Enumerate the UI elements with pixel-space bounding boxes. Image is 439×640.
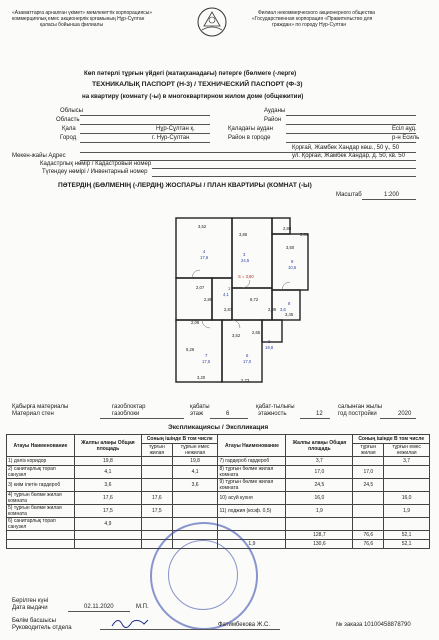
walls-value-ru: газоблоки [112, 411, 140, 417]
header-cell: Жалпы алаңы Общая площадь [74, 435, 141, 457]
explication-header-row [7, 435, 430, 444]
table-cell: 3) киім ілетін гардероб [7, 479, 75, 492]
head-name: Фатимбекова Ж.С. [218, 622, 270, 628]
table-cell [141, 518, 172, 531]
value-address-kz: Қорғай, Жамбек Хандар көш., 50 у., 50 [292, 145, 400, 151]
built-value: 2020 [398, 411, 412, 417]
walls-value-kz: газоблоктар [112, 404, 146, 410]
issued-label-kz: Берілген күні [12, 598, 49, 604]
table-cell: 17,6 [74, 492, 141, 505]
table-cell [172, 505, 218, 518]
label-kala: Қала [62, 126, 76, 132]
left-org-line-1: «Азаматтарға арналған үкімет» мемлекеттік корпорациясы» [12, 10, 153, 16]
table-row [7, 457, 430, 466]
label-kadastr: Кадастрлық нөмір / Кадастровый номер [40, 161, 152, 167]
label-oblast: Область [56, 117, 80, 123]
mp-label: М.П. [136, 604, 149, 610]
plan-room-label: 1 [228, 286, 231, 291]
header-cell: Соның ішінде В том числе [141, 435, 218, 444]
plan-title: ПӘТЕРДІҢ (БӨЛМЕНІҢ (-ЛЕРДІҢ) ЖОСПАРЫ / ПЛАН КВАРТИРЫ (КОМНАТ (-Ы) [58, 182, 312, 189]
head-label-ru: Руководитель отдела [12, 625, 72, 631]
table-cell: 4,1 [172, 466, 218, 479]
table-cell: 1) дәліз коридор [7, 457, 75, 466]
table-cell: 17,0 [353, 466, 384, 479]
totals-cell: 1,9 [218, 540, 286, 549]
plan-dim: 2,89 [268, 307, 277, 312]
totals-cell [74, 540, 141, 549]
table-cell [353, 518, 384, 531]
scale-value: 1:200 [384, 192, 400, 198]
label-oblys: Облысы [60, 108, 83, 114]
plan-room-label: 7 [205, 353, 208, 358]
emblem-left-icon [196, 6, 228, 38]
totals-cell [7, 540, 75, 549]
floors-label-kz: қабат-тылығы [256, 404, 295, 410]
plan-dim: 3,52 [198, 224, 207, 229]
plan-room-label: 8 [288, 301, 291, 306]
table-cell: 3,6 [74, 479, 141, 492]
plan-room-label: S = 3,60 [238, 274, 254, 279]
left-org-line-2: коммерциялық емес акционерлік қоғамының Нұр-Сұлтан [12, 16, 145, 22]
plan-room-label: 4 [203, 249, 206, 254]
plan-room-label: 17,6 [200, 255, 209, 260]
floor-label-ru: этаж [190, 411, 203, 417]
totals-cell: 130,6 [286, 540, 353, 549]
signature-icon [110, 614, 150, 630]
table-cell: 24,5 [353, 479, 384, 492]
floors-value: 12 [316, 411, 323, 417]
table-cell: 11) лоджия (коэф. 0,5) [218, 505, 286, 518]
floor-plan [172, 214, 312, 386]
table-cell: 19,8 [172, 457, 218, 466]
label-mekenjai: Мекен-жайы Адрес [12, 153, 66, 159]
table-cell: 10) асүй кухня [218, 492, 286, 505]
issued-label-ru: Дата выдачи [12, 605, 48, 611]
built-label-ru: год постройки [338, 411, 377, 417]
floor-value: 6 [226, 411, 230, 417]
table-cell: 17,0 [286, 466, 353, 479]
table-cell [141, 479, 172, 492]
seal-inner [168, 540, 238, 610]
table-cell [384, 479, 430, 492]
label-gorod: Город [60, 135, 77, 141]
table-cell: 3,6 [172, 479, 218, 492]
totals-cell [7, 531, 75, 540]
label-kaladagy: Қаладағы аудан [228, 126, 273, 132]
label-audany: Ауданы [264, 108, 286, 114]
plan-dim: 2,86 [204, 297, 213, 302]
table-cell: 7) гардероб гардероб [218, 457, 286, 466]
table-cell: 1,9 [286, 505, 353, 518]
table-cell: 16,0 [384, 492, 430, 505]
plan-room-label: 6 [246, 353, 249, 358]
header-cell: Атауы Наименование [7, 435, 75, 457]
plan-room-label: 10,6 [288, 265, 297, 270]
plan-room-label: 17,5 [202, 359, 211, 364]
table-cell: 17,5 [141, 505, 172, 518]
totals-cell: 76,6 [353, 531, 384, 540]
label-rayon-goroda: Район в городе [228, 135, 271, 141]
right-org-line-2: «Государственная корпорация «Правительство для [252, 16, 373, 22]
table-cell: 17,6 [141, 492, 172, 505]
value-gorod: г. Нур-Султан [152, 135, 190, 141]
table-cell [353, 457, 384, 466]
plan-dim: 3,03 [300, 232, 309, 237]
label-inventar: Түгендеу нөмірі / Инвентарный номер [42, 169, 148, 175]
table-cell: 16,0 [286, 492, 353, 505]
table-cell: 24,5 [286, 479, 353, 492]
table-cell: 1,9 [384, 505, 430, 518]
plan-room-label: 3 [243, 252, 246, 257]
table-cell: 5) тұрғын бөлме жилая комната [7, 505, 75, 518]
plan-dim: 3,45 [285, 312, 294, 317]
table-cell [286, 518, 353, 531]
totals-cell: 76,6 [353, 540, 384, 549]
plan-dim: 8,72 [250, 297, 259, 302]
value-kaladagy: Есіл ауд. [392, 126, 417, 132]
table-cell: 2) санитарлық торап санузел [7, 466, 75, 479]
table-cell: 19,8 [74, 457, 141, 466]
plan-room-label: 17,0 [243, 359, 252, 364]
title-main: ТЕХНИКАЛЫҚ ПАСПОРТ (Н-3) / ТЕХНИЧЕСКИЙ ПАСПОРТ (Ф-3) [92, 81, 303, 88]
totals-cell: 52,1 [384, 540, 430, 549]
plan-room-label: 2 [268, 339, 271, 344]
built-label-kz: салынған жылы [338, 404, 383, 410]
table-cell [172, 492, 218, 505]
plan-dim: 2,80 [283, 226, 292, 231]
plan-room-label: 19,8 [265, 345, 274, 350]
right-org-line-1: Филиал некоммерческого акционерного общества [258, 10, 375, 16]
table-cell: 8) тұрғын бөлме жилая комната [218, 466, 286, 479]
table-cell: 3,7 [384, 457, 430, 466]
value-address-ru: ул. Қорғай, Жамбек Хандар, д. 50, кв. 50 [292, 153, 405, 159]
value-rayon-goroda: р-н Есиль [392, 135, 420, 141]
totals-cell: 128,7 [286, 531, 353, 540]
floors-label-ru: этажность [258, 411, 287, 417]
plan-room-label: 4,1 [223, 292, 229, 297]
table-row [7, 479, 430, 492]
plan-dim: 3,20 [197, 375, 206, 380]
totals-cell: 52,1 [384, 531, 430, 540]
plan-dim: 3,50 [286, 245, 295, 250]
table-cell [141, 466, 172, 479]
header-cell: тұрғын емес нежилая [172, 444, 218, 457]
header-cell: Атауы Наименование [218, 435, 286, 457]
table-cell [141, 457, 172, 466]
table-cell: 4,1 [74, 466, 141, 479]
table-cell: 17,5 [74, 505, 141, 518]
table-cell [384, 518, 430, 531]
walls-label-kz: Қабырға материалы [12, 404, 69, 410]
order-number: № заказа 10100458878790 [336, 622, 411, 628]
plan-room-label: 9 [291, 259, 294, 264]
plan-dim: 2,73 [241, 378, 250, 383]
table-cell: 9) тұрғын бөлме жилая комната [218, 479, 286, 492]
plan-dim: 3,86 [239, 232, 248, 237]
table-cell [353, 505, 384, 518]
explication-title: Экспликациясы / Экспликация [168, 424, 269, 431]
header-cell: Соның ішінде В том числе [353, 435, 430, 444]
table-row [7, 505, 430, 518]
table-cell: 4,9 [74, 518, 141, 531]
scale-label: Масштаб [336, 192, 362, 198]
floor-label-kz: қабаты [190, 404, 210, 410]
walls-label-ru: Материал стен [12, 411, 54, 417]
table-cell: 6) санитарлық торап санузел [7, 518, 75, 531]
value-kala: Нұр-Сұлтан қ. [156, 126, 195, 132]
right-org-line-3: граждан» по городу Нур-Султан [272, 22, 347, 28]
plan-dim: 3,52 [232, 333, 241, 338]
head-label-kz: Бөлім басшысы [12, 618, 56, 624]
table-cell [384, 466, 430, 479]
plan-room-label: 3,6 [280, 307, 286, 312]
issued-value: 02.11.2020 [84, 604, 114, 610]
header-cell: тұрғын жилая [141, 444, 172, 457]
plan-room-label: 24,5 [241, 258, 250, 263]
table-row [7, 492, 430, 505]
plan-dim: 5,26 [186, 347, 195, 352]
plan-dim: 2,87 [224, 307, 233, 312]
table-row [7, 466, 430, 479]
label-rayon: Район [264, 117, 282, 123]
left-org-line-3: қаласы бойынша филиалы [40, 22, 104, 28]
plan-dim: 2,65 [252, 330, 261, 335]
plan-dim: 2,07 [196, 285, 205, 290]
title-ru: на квартиру (комнату (-ы) в многоквартирном жилом доме (общежитии) [82, 93, 304, 100]
plan-dim: 2,06 [191, 320, 200, 325]
totals-cell [74, 531, 141, 540]
table-cell: 4) тұрғын бөлме жилая комната [7, 492, 75, 505]
title-kz: Көп пәтерлі тұрғын үйдегі (жатақханадағы) пәтерге (бөлмеге (-лерге) [84, 70, 297, 77]
table-cell: 3,7 [286, 457, 353, 466]
header-cell: Жалпы алаңы Общая площадь [286, 435, 353, 457]
table-cell [353, 492, 384, 505]
header-cell: тұрғын емес нежилая [384, 444, 430, 457]
header-cell: тұрғын жилая [353, 444, 384, 457]
